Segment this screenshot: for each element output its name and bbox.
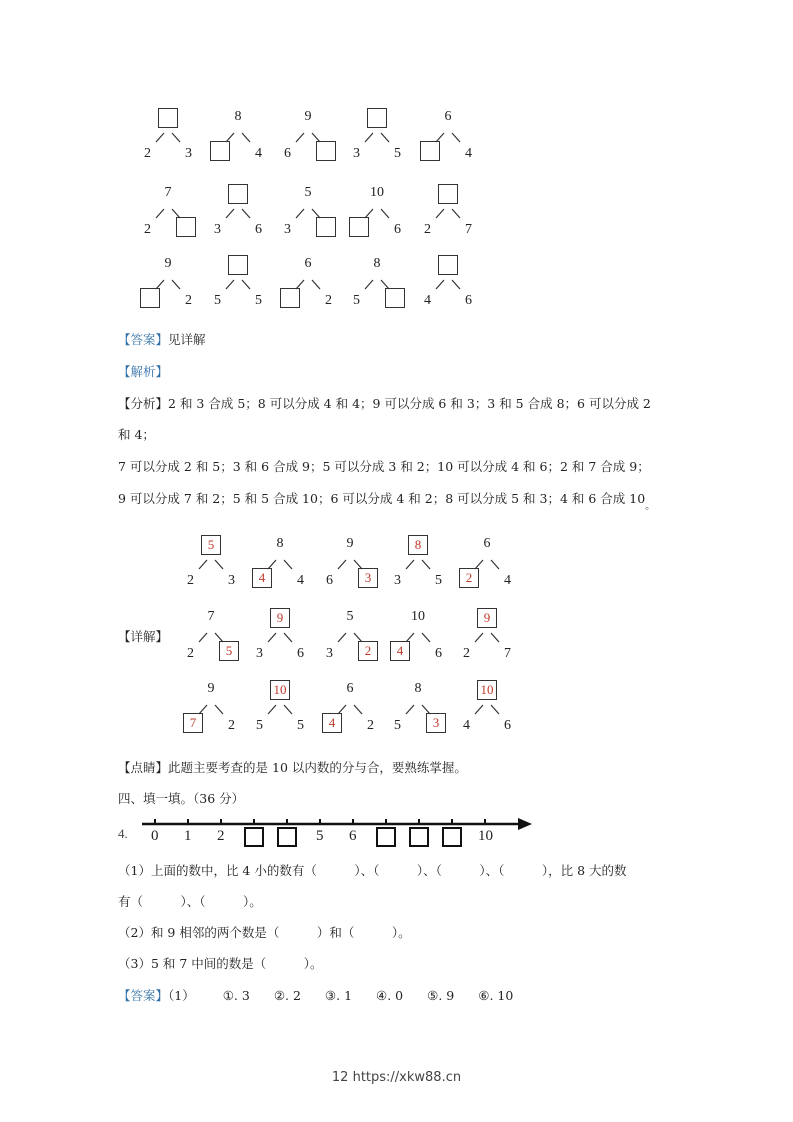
bond-total: 6 [304, 256, 312, 271]
number-bond [388, 680, 448, 744]
fenxi-line-3: 7 可以分成 2 和 5；3 和 6 合成 9；5 可以分成 3 和 2；10 可以分成 4 和 6；2 和 7 合成 9； [118, 459, 650, 474]
bond-part-right: 6 [297, 646, 304, 661]
bond-part-left: 2 [463, 646, 470, 661]
page-footer: 12 https://xkw88.cn [331, 1070, 462, 1085]
branch-lines [265, 556, 295, 568]
fenxi-text-4: 9 可以分成 7 和 2；5 和 5 合成 10；6 可以分成 4 和 2；8 可以分成 5 和 3；4 和 6 合成 10 [118, 491, 646, 506]
bond-part-left: 5 [214, 293, 221, 308]
fenxi-period: 。 [645, 501, 656, 512]
number-bond [278, 108, 338, 172]
bond-total: 5 [346, 609, 354, 624]
branch-lines [362, 205, 392, 217]
bond-part-right: 6 [255, 222, 262, 237]
number-bond [138, 255, 198, 319]
branch-lines [153, 129, 183, 141]
answer-box-top[interactable] [438, 184, 458, 204]
bond-part-left: 3 [394, 573, 401, 588]
branch-lines [433, 129, 463, 141]
answer-box-right[interactable]: 3 [426, 713, 446, 733]
number-bond [457, 608, 517, 672]
answer-item: ④. 0 [376, 988, 404, 1003]
number-bond [388, 535, 448, 599]
branch-lines [223, 129, 253, 141]
answer-box-top[interactable] [367, 108, 387, 128]
answer-box-right[interactable]: 2 [358, 641, 378, 661]
bond-part-left: 6 [326, 573, 333, 588]
branch-lines [362, 129, 392, 141]
section4-answer-part: （1） [168, 988, 195, 1003]
number-bond [320, 608, 380, 672]
number-bond [418, 108, 478, 172]
branch-lines [265, 701, 295, 713]
answer-box-right[interactable] [316, 217, 336, 237]
bond-part-left: 6 [284, 146, 291, 161]
branch-lines [335, 701, 365, 713]
answer-box-left[interactable]: 4 [390, 641, 410, 661]
answer-box-left[interactable] [280, 288, 300, 308]
answer-box-top[interactable] [438, 255, 458, 275]
bond-part-right: 5 [255, 293, 262, 308]
bond-part-right: 5 [394, 146, 401, 161]
branch-lines [403, 556, 433, 568]
number-line-axis [140, 814, 532, 834]
branch-lines [433, 276, 463, 288]
answer-box-left[interactable]: 4 [252, 568, 272, 588]
dianjing-label: 【点睛】 [118, 760, 169, 775]
branch-lines [403, 701, 433, 713]
bond-part-right: 6 [394, 222, 401, 237]
bond-total: 9 [346, 536, 354, 551]
bond-part-right: 5 [297, 718, 304, 733]
number-line-label: 5 [316, 828, 324, 844]
bond-total: 8 [234, 109, 242, 124]
bond-total: 10 [411, 609, 425, 624]
number-line-blank-box[interactable] [442, 827, 462, 847]
bond-part-right: 2 [367, 718, 374, 733]
bond-part-right: 6 [504, 718, 511, 733]
number-bond [457, 535, 517, 599]
answer-box-top[interactable]: 9 [477, 608, 497, 628]
branch-lines [196, 629, 226, 641]
number-bond [388, 608, 448, 672]
bond-part-left: 4 [463, 718, 470, 733]
answer-box-right[interactable] [385, 288, 405, 308]
bond-part-left: 2 [144, 222, 151, 237]
bond-part-left: 3 [256, 646, 263, 661]
bond-total: 8 [276, 536, 284, 551]
bond-part-right: 4 [297, 573, 304, 588]
number-bond [208, 108, 268, 172]
number-bond [208, 184, 268, 248]
bond-part-left: 3 [214, 222, 221, 237]
section4-answer-line [118, 987, 513, 1005]
number-bond [418, 255, 478, 319]
branch-lines [153, 276, 183, 288]
answer-box-top[interactable]: 10 [270, 680, 290, 700]
number-bond [181, 535, 241, 599]
fenxi-line-2: 和 4； [118, 427, 155, 442]
number-bond [278, 255, 338, 319]
bond-part-right: 4 [255, 146, 262, 161]
branch-lines [153, 205, 183, 217]
branch-lines [335, 556, 365, 568]
bond-total: 5 [304, 185, 312, 200]
bond-total: 6 [444, 109, 452, 124]
number-bond [250, 608, 310, 672]
number-line-blank-box[interactable] [244, 827, 264, 847]
bond-part-right: 6 [465, 293, 472, 308]
answer-box-right[interactable] [176, 217, 196, 237]
bond-total: 6 [483, 536, 491, 551]
answer-box-top[interactable]: 10 [477, 680, 497, 700]
number-line-label: 2 [217, 828, 225, 844]
answer-box-top[interactable] [158, 108, 178, 128]
number-bond [181, 680, 241, 744]
answer-item: ⑤. 9 [427, 988, 455, 1003]
number-bond [418, 184, 478, 248]
bond-total: 7 [207, 609, 215, 624]
bond-part-left: 3 [284, 222, 291, 237]
bond-part-left: 2 [424, 222, 431, 237]
fenxi-line-4 [118, 490, 655, 510]
number-bond [181, 608, 241, 672]
number-bond [320, 680, 380, 744]
fenxi-text-1: 2 和 3 合成 5；8 可以分成 4 和 4；9 可以分成 6 和 3；3 和 5 合成 8；6 可以分成 2 [168, 396, 651, 411]
bond-part-right: 3 [185, 146, 192, 161]
branch-lines [223, 205, 253, 217]
number-bond [208, 255, 268, 319]
answer-item: ①. 3 [222, 988, 250, 1003]
answer-box-left[interactable]: 2 [459, 568, 479, 588]
number-bond [347, 184, 407, 248]
number-line-blank-box[interactable] [376, 827, 396, 847]
bond-total: 9 [207, 681, 215, 696]
bond-part-left: 2 [187, 573, 194, 588]
bond-part-left: 2 [187, 646, 194, 661]
bond-part-right: 7 [465, 222, 472, 237]
number-line-blank-box[interactable] [409, 827, 429, 847]
bond-total: 10 [370, 185, 384, 200]
dianjing-text: 此题主要考查的是 10 以内数的分与合，要熟练掌握。 [168, 760, 467, 775]
number-bond [457, 680, 517, 744]
answer-box-right[interactable]: 5 [219, 641, 239, 661]
analysis-label: 【解析】 [118, 364, 169, 379]
answer-box-left[interactable]: 4 [322, 713, 342, 733]
answer-item: ②. 2 [273, 988, 301, 1003]
number-bond [250, 535, 310, 599]
branch-lines [433, 205, 463, 217]
branch-lines [472, 701, 502, 713]
q2-line: （2）和 9 相邻的两个数是（ ）和（ ）。 [118, 925, 411, 940]
bond-part-left: 3 [326, 646, 333, 661]
dianjing-line [118, 759, 467, 777]
q1-line-1: （1）上面的数中，比 4 小的数有（ ）、（ ）、（ ）、（ ），比 8 大的数 [118, 863, 627, 878]
bond-total: 6 [346, 681, 354, 696]
answer-box-left[interactable] [140, 288, 160, 308]
bond-part-right: 4 [465, 146, 472, 161]
bond-total: 9 [304, 109, 312, 124]
number-line-label: 10 [478, 828, 493, 844]
answer-label: 【答案】 [118, 332, 169, 347]
q1-line-2: 有（ ）、（ ）。 [118, 894, 262, 909]
number-bond [138, 184, 198, 248]
branch-lines [335, 629, 365, 641]
answer-box-left[interactable] [349, 217, 369, 237]
fenxi-line-1 [118, 395, 651, 413]
analysis-line [118, 363, 168, 381]
question-number: 4. [118, 826, 128, 841]
bond-part-right: 7 [504, 646, 511, 661]
branch-lines [362, 276, 392, 288]
bond-part-left: 4 [424, 293, 431, 308]
bond-total: 8 [373, 256, 381, 271]
bond-part-right: 2 [228, 718, 235, 733]
q3-line: （3）5 和 7 中间的数是（ ）。 [118, 956, 323, 971]
answer-box-top[interactable] [228, 255, 248, 275]
fenxi-label: 【分析】 [118, 396, 169, 411]
bond-part-right: 6 [435, 646, 442, 661]
branch-lines [265, 629, 295, 641]
branch-lines [196, 556, 226, 568]
answer-box-right[interactable]: 3 [358, 568, 378, 588]
bond-total: 9 [164, 256, 172, 271]
bond-part-left: 2 [144, 146, 151, 161]
number-bond [347, 255, 407, 319]
answer-item: ⑥. 10 [478, 988, 514, 1003]
bond-part-left: 5 [256, 718, 263, 733]
branch-lines [472, 629, 502, 641]
branch-lines [403, 629, 433, 641]
number-bond [138, 108, 198, 172]
number-line [140, 814, 532, 854]
answer-line [118, 331, 206, 349]
bond-part-right: 3 [228, 573, 235, 588]
branch-lines [196, 701, 226, 713]
bond-total: 7 [164, 185, 172, 200]
answer-box-right[interactable] [316, 141, 336, 161]
bond-part-left: 5 [353, 293, 360, 308]
number-line-label: 6 [349, 828, 357, 844]
number-line-blank-box[interactable] [277, 827, 297, 847]
answer-box-top[interactable]: 5 [201, 535, 221, 555]
bond-part-left: 5 [394, 718, 401, 733]
answer-box-left[interactable] [420, 141, 440, 161]
answer-text: 见详解 [168, 332, 206, 347]
number-bond [320, 535, 380, 599]
bond-part-right: 5 [435, 573, 442, 588]
bond-part-right: 4 [504, 573, 511, 588]
bond-part-left: 3 [353, 146, 360, 161]
branch-lines [293, 129, 323, 141]
branch-lines [293, 205, 323, 217]
branch-lines [223, 276, 253, 288]
answer-box-top[interactable] [228, 184, 248, 204]
bond-part-right: 2 [325, 293, 332, 308]
number-bond [250, 680, 310, 744]
section4-heading: 四、填一填。（36 分） [118, 791, 245, 806]
bond-part-right: 2 [185, 293, 192, 308]
bond-total: 8 [414, 681, 422, 696]
answer-box-left[interactable]: 7 [183, 713, 203, 733]
branch-lines [472, 556, 502, 568]
number-bond [278, 184, 338, 248]
section4-answer-list [199, 988, 514, 1003]
answer-box-left[interactable] [210, 141, 230, 161]
number-line-label: 0 [151, 828, 159, 844]
answer-box-top[interactable]: 9 [270, 608, 290, 628]
answer-box-top[interactable]: 8 [408, 535, 428, 555]
answer-item: ③. 1 [324, 988, 353, 1003]
detail-label: 【详解】 [118, 629, 169, 644]
branch-lines [293, 276, 323, 288]
number-line-label: 1 [184, 828, 192, 844]
number-bond [347, 108, 407, 172]
section4-answer-label: 【答案】 [118, 988, 169, 1003]
